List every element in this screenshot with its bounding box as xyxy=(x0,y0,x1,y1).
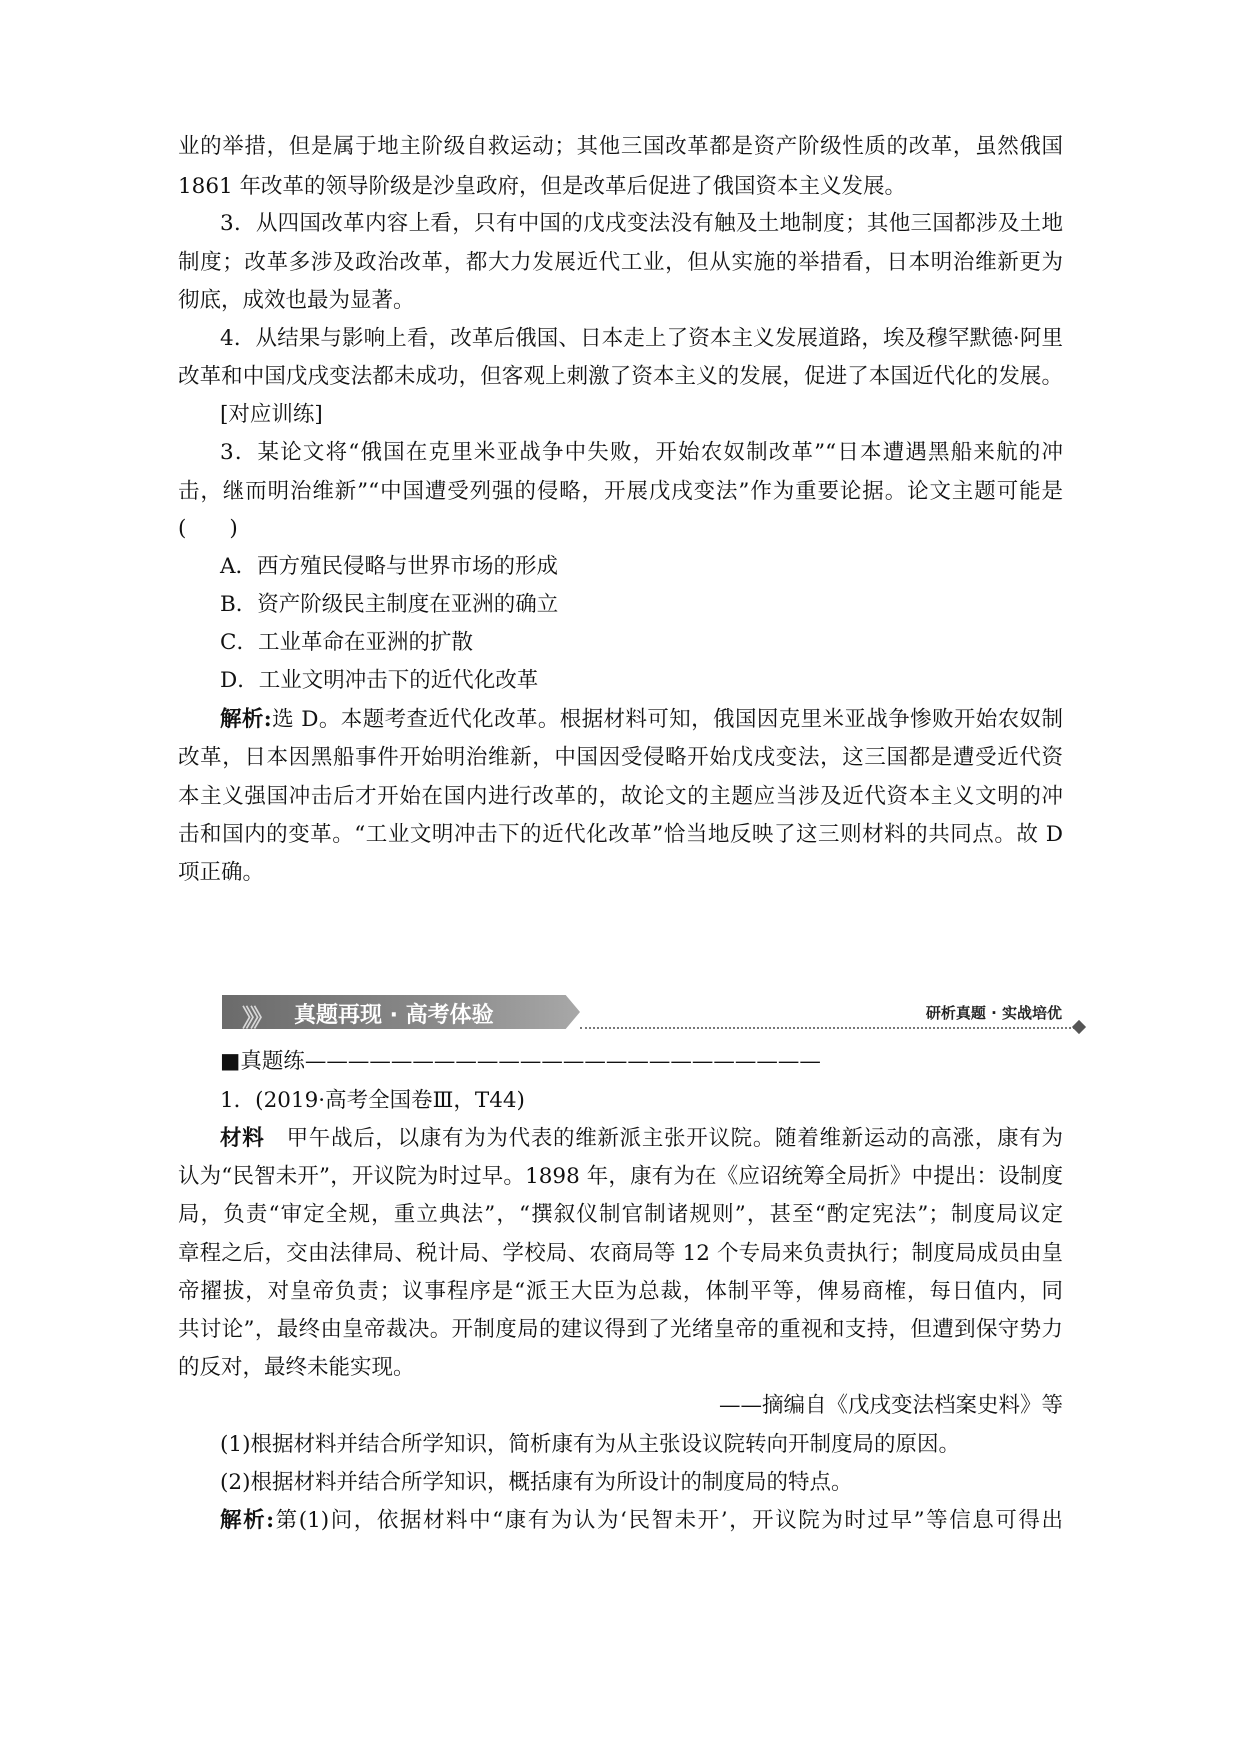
analysis-label: 解析: xyxy=(220,1508,275,1533)
material-line: 的反对，最终未能实现。 xyxy=(178,1355,415,1380)
source-citation: ——摘编自《戊戌变法档案史料》等 xyxy=(718,1393,1063,1418)
question-line: 3．某论文将“俄国在克里米亚战争中失败，开始农奴制改革”“日本遭遇黑船来航的冲 xyxy=(220,440,1063,465)
section-heading: [对应训练] xyxy=(220,402,323,427)
question-line: 击，继而明治维新”“中国遭受列强的侵略，开展戊戌变法”作为重要论据。论文主题可能是 xyxy=(178,479,1063,504)
analysis-line xyxy=(220,1506,1063,1536)
option-c: C．工业革命在亚洲的扩散 xyxy=(220,630,473,655)
paragraph-line: 彻底，成效也最为显著。 xyxy=(178,288,415,313)
option-d: D．工业文明冲击下的近代化改革 xyxy=(220,668,539,693)
analysis-text: 第(1)问，依据材料中“康有为认为‘民智未开’，开议院为时过早”等信息可得出 xyxy=(274,1508,1063,1533)
analysis-line: 改革，日本因黑船事件开始明治维新，中国因受侵略开始戊戌变法，这三国都是遭受近代资 xyxy=(178,745,1063,770)
material-line: 认为“民智未开”，开议院为时过早。1898 年，康有为在《应诏统筹全局折》中提出：设制度 xyxy=(178,1164,1063,1189)
material-line: 共讨论”，最终由皇帝裁决。开制度局的建议得到了光绪皇帝的重视和支持，但遭到保守势力 xyxy=(178,1317,1063,1342)
material-text: 甲午战后，以康有为为代表的维新派主张开议院。随着维新运动的高涨，康有为 xyxy=(264,1126,1063,1151)
section-banner xyxy=(222,995,1084,1035)
analysis-label: 解析: xyxy=(220,707,272,732)
diamond-icon xyxy=(1072,1020,1086,1034)
banner-title: 真题再现 · 高考体验 xyxy=(294,1003,494,1028)
chevron-icon: 》》 xyxy=(242,1004,270,1032)
paragraph-line: 3．从四国改革内容上看，只有中国的戊戌变法没有触及土地制度；其他三国都涉及土地 xyxy=(220,211,1063,236)
material-line: 帝擢拔，对皇帝负责；议事程序是“派王大臣为总裁，体制平等，俾易商榷，每日值内，同 xyxy=(178,1279,1063,1304)
material-line xyxy=(220,1124,1063,1154)
analysis-line: 击和国内的变革。“工业文明冲击下的近代化改革”恰当地反映了这三则材料的共同点。故 D xyxy=(178,822,1063,847)
banner-subtitle: 研析真题 · 实战培优 xyxy=(925,1004,1062,1022)
paragraph-line: 4．从结果与影响上看，改革后俄国、日本走上了资本主义发展道路，埃及穆罕默德·阿里 xyxy=(220,326,1063,351)
analysis-text: 选 D。本题考查近代化改革。根据材料可知，俄国因克里米亚战争惨败开始农奴制 xyxy=(271,707,1064,732)
paragraph-line: 制度；改革多涉及政治改革，都大力发展近代工业，但从实施的举措看，日本明治维新更为 xyxy=(178,250,1063,275)
sub-question-1: (1)根据材料并结合所学知识，简析康有为从主张设议院转向开制度局的原因。 xyxy=(220,1432,960,1457)
sub-question-2: (2)根据材料并结合所学知识，概括康有为所设计的制度局的特点。 xyxy=(220,1470,853,1495)
paragraph-line: 1861 年改革的领导阶级是沙皇政府，但是改革后促进了俄国资本主义发展。 xyxy=(178,174,907,199)
option-b: B．资产阶级民主制度在亚洲的确立 xyxy=(220,592,559,617)
material-label: 材料 xyxy=(220,1126,265,1151)
analysis-line: 本主义强国冲击后才开始在国内进行改革的，故论文的主题应当涉及近代资本主义文明的冲 xyxy=(178,784,1063,809)
answer-blank: ( ) xyxy=(178,516,238,541)
material-line: 局，负责“审定全规，重立典法”，“撰叙仪制官制诸规则”，甚至“酌定宪法”；制度局议定 xyxy=(178,1202,1063,1227)
paragraph-line: 改革和中国戊戌变法都未成功，但客观上刺激了资本主义的发展，促进了本国近代化的发展。 xyxy=(178,364,1063,389)
dotted-rule xyxy=(580,1027,1075,1029)
section-heading: ■真题练———————————————————————— xyxy=(220,1049,821,1074)
material-line: 章程之后，交由法律局、税计局、学校局、农商局等 12 个专局来负责执行；制度局成员由皇 xyxy=(178,1241,1063,1266)
option-a: A．西方殖民侵略与世界市场的形成 xyxy=(220,554,559,579)
analysis-line xyxy=(220,705,1063,735)
paragraph-line: 业的举措，但是属于地主阶级自救运动；其他三国改革都是资产阶级性质的改革，虽然俄国 xyxy=(178,134,1063,159)
analysis-line: 项正确。 xyxy=(178,860,265,885)
question-number: 1．(2019·高考全国卷Ⅲ，T44) xyxy=(220,1088,525,1113)
